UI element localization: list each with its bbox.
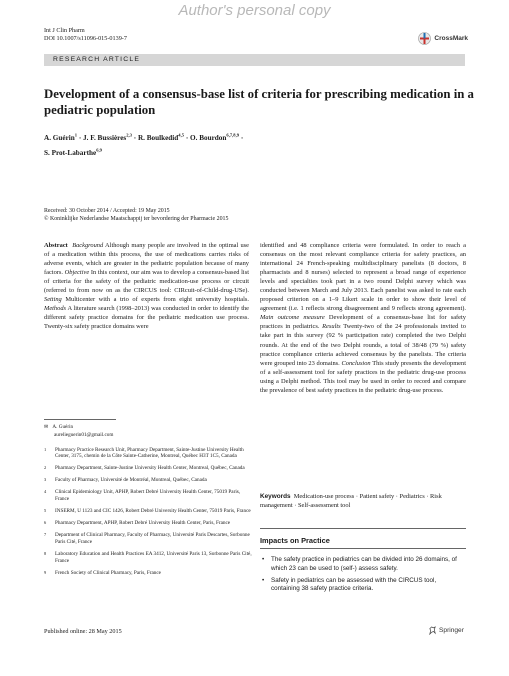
affiliation-text: Laboratory Education and Health Practices EA 3412, Université Paris 13, Sorbonne Paris Cité, France [55,550,252,564]
affiliation-number: 4 [44,489,47,495]
impact-text: The safety practice in pediatrics can be divided into 26 domains, of which 23 can be used to (self-) assess safety. [271,556,457,572]
impacts-title: Impacts on Practice [260,536,330,545]
abstract-left-column [44,241,249,331]
article-title: Development of a consensus-base list of criteria for prescribing medication in a pediatric population [44,87,474,117]
impacts-divider-top [260,528,466,529]
affiliation-number: 3 [44,477,47,483]
bullet-icon: • [262,576,265,584]
affiliations [44,424,254,582]
abstract-right-column [260,241,466,395]
affiliation-item [44,508,254,515]
results-label: Results [322,323,341,331]
affiliation-item [44,489,254,503]
crossmark-label: CrossMark [434,35,468,42]
springer-horse-icon [428,626,437,635]
author[interactable]: O. Bourdon$^{6,7,8,9}$ [190,133,240,143]
doi[interactable]: DOI 10.1007/s11096-015-0139-7 [44,35,127,42]
conclusion-text: This study presents the development of a self-assessment tool for safety practices in the pediatric drug-use process using a Delphi method. This tool may be used in order to record and compare the prevalence of best safety practices in the pediatric drug-use process. [260,359,466,394]
background-text: Although many people are involved in the optimal use of a medication within this process, the use of medications carries risks of adverse events, which are greater in the pediatric population because of many factors. [44,242,249,277]
watermark: Author's personal copy [178,2,331,19]
author[interactable]: J. F. Bussières$^{2,3}$ [83,133,132,143]
crossmark-icon [418,32,431,45]
crossmark-badge[interactable] [418,32,468,45]
keywords-label: Keywords [260,493,291,500]
affiliation-number: 6 [44,520,47,526]
affiliation-number: 7 [44,532,47,538]
setting-text: Multicenter with a trio of experts from eight university hospitals. [65,296,249,304]
affiliation-number: 2 [44,465,47,471]
affiliation-number: 5 [44,508,47,514]
author[interactable]: R. Boulkedid$^{4,5}$ [137,133,185,143]
article-type-banner: RESEARCH ARTICLE [44,54,465,66]
author[interactable]: A. Guérin$^1$ [44,133,78,143]
published-date: Published online: 28 May 2015 [44,628,122,635]
publisher-name: Springer [439,627,464,634]
affiliation-text: Department of Clinical Pharmacy, Faculty of Pharmacy, Université Paris Descartes, Sorbonne Paris Cité, France [55,532,250,545]
affiliation-text: INSERM, U 1123 and CIC 1426, Robert Debré University Health Center, 75019 Paris, France [55,508,251,515]
publisher-logo [428,626,464,635]
author[interactable]: S. Prot-Labarthe$^{6,9}$ [44,147,102,157]
affiliation-text: Faculty of Pharmacy, Université de Montréal, Montreal, Québec, Canada [55,477,207,484]
affiliation-text: Clinical Epidemiology Unit, APHP, Robert Debré University Health Center, 75019 Paris, France [55,489,241,503]
affiliation-text: Pharmacy Practice Research Unit, Pharmacy Department, Sainte-Justine University Health Center, 3175, chemin de la Côte Sainte-Catherine, Montreal, Québec H3T 1C5, Canada [55,446,244,460]
impacts-divider [260,548,466,549]
results-text: Twenty-two of the 24 professionals invited to take part in this survey (92 % participation rate) completed the two Delphi rounds. At the end of the two Delphi rounds, a total of 38/48 (79 %) safety practice compliance criteria achieved consensus by the panelists. The criteria were grouped into 23 domains. [260,323,466,367]
author-email[interactable]: aurelieguerin01@gmail.com [54,431,114,438]
affiliation-item [44,465,254,472]
affiliation-text: French Society of Clinical Pharmacy, Paris, France [55,569,161,576]
outcome-label: Main outcome measure [260,314,325,322]
affiliation-number: 9 [44,569,47,575]
abstract-label: Abstract [44,242,68,249]
envelope-icon: ✉ [44,424,49,430]
affiliation-item [44,570,254,577]
copyright: © Koninklijke Nederlandse Maatschappij ter bevordering der Pharmacie 2015 [44,216,229,222]
methods-label: Methods [44,305,67,313]
affiliation-item [44,532,254,546]
corresponding-author: ✉ A. Guérin [44,424,74,430]
affiliation-item [44,447,254,461]
affiliation-item [44,520,254,527]
setting-label: Setting [44,296,62,304]
affiliation-item [44,551,254,565]
methods-text: A literature search (1998–2013) was conducted in order to identify the different safety practice domains for the pediatric medication use process. Twenty-six safety practice domains were [44,305,250,331]
keywords-text: Medication-use process · Patient safety · Pediatrics · Risk management · Self-assessment tool [260,493,442,509]
methods-continued: identified and 48 compliance criteria were formulated. In order to reach a consensus on the most relevant compliance criteria for safety practices, an international 24 French-speaking multidisciplinary panelists (8 doctors, 8 pharmacists and 8 nurses) selected to represent a broad range of experience levels and specialties took part in a two round Delphi survey which was conducted between March and July 2013. Each panelist was asked to rate each proposed criterion on a 1–9 Likert scale in order to show their level of agreement (i.e. 1 reflects strong disagreement and 9 reflects strong agreement). [260,242,466,313]
affiliation-text: Pharmacy Department, Sainte-Justine University Health Center, Montreal, Québec, Canada [55,465,245,472]
objective-label: Objective [64,269,90,277]
affiliation-list [44,447,254,577]
background-label: Background [72,242,104,249]
affiliation-number: 1 [44,446,47,452]
bullet-icon: • [262,556,265,563]
footnote-divider [44,419,116,420]
outcome-text: Development of a consensus-base list for safety practices in pediatrics. [260,314,466,331]
journal-header [44,27,127,43]
affiliation-item [44,477,254,484]
conclusion-label: Conclusion [341,359,371,367]
impacts-list [260,556,466,597]
objective-text: In this context, our aim was to develop a consensus-based list of criteria for the safety of the pediatric medication-use process or circuit (referred to from now on as the CIRCUS tool: CIRcuit-of-Child-drug-USe). [44,269,249,295]
received-accepted: Received: 30 October 2014 / Accepted: 19 May 2015 [44,208,170,214]
dates-block [44,207,228,223]
impact-item [260,556,466,574]
impact-item [260,577,466,595]
affiliation-number: 8 [44,550,47,556]
affiliation-text: Pharmacy Department, APHP, Robert Debré University Health Center, Paris, France [55,520,231,527]
impact-text: Safety in pediatrics can be assessed with the CIRCUS tool, containing 38 safety practice criteria. [271,576,437,593]
keywords [260,492,466,510]
author-list: A. Guérin$^1$ · J. F. Bussières$^{2,3}$ · R. Boulkedid$^{4,5}$ · O. Bourdon$^{6,7,8,9}$ · S. Prot-Labarthe$^{6,9}$ [44,133,244,157]
journal-name: Int J Clin Pharm [44,27,85,34]
